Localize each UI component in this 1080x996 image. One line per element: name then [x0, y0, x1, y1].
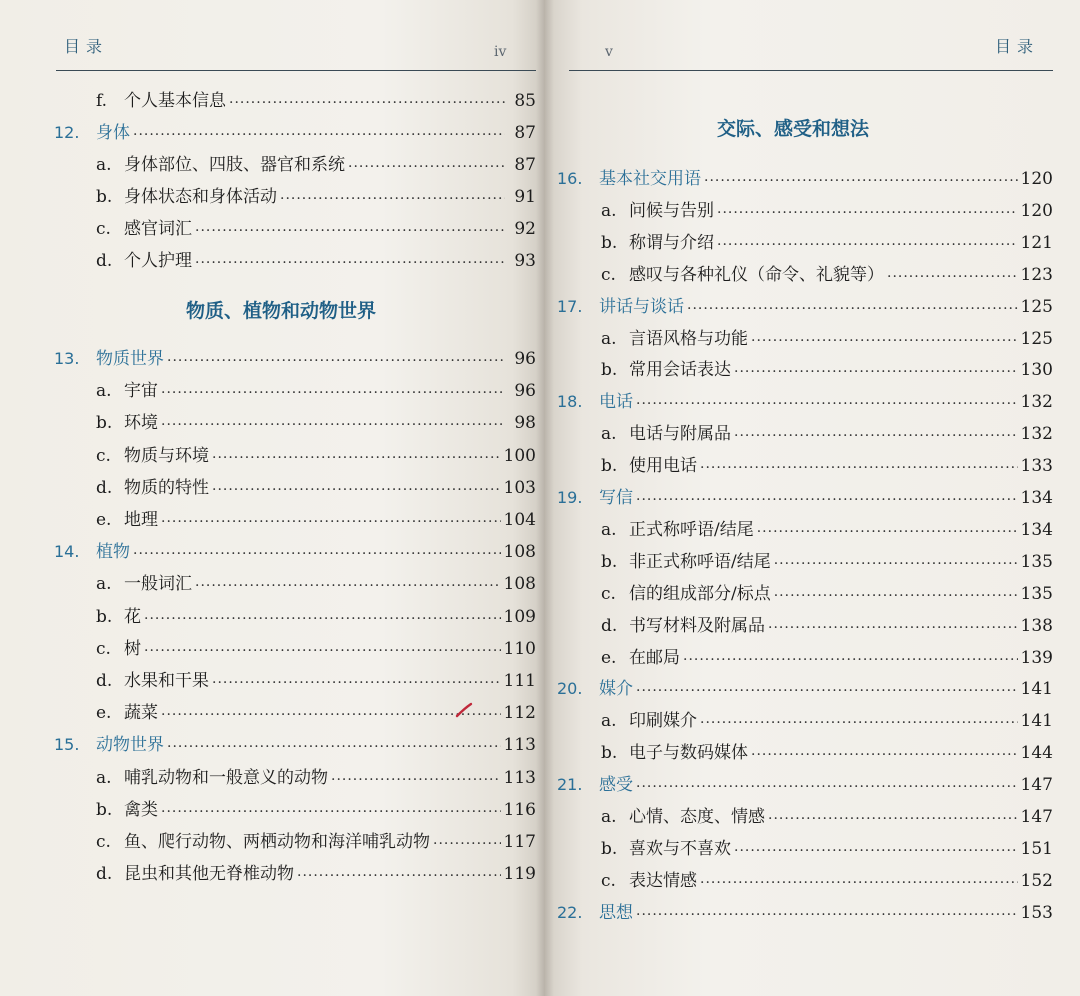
subentry-title: 身体状态和身体活动	[124, 187, 277, 207]
section-heading-communication: 交际、感受和想法	[717, 118, 870, 140]
chapter-title: 写信	[599, 488, 633, 508]
page-ref: 96	[514, 381, 536, 402]
subentry-title: 表达情感	[629, 870, 697, 891]
toc-subentry-row	[96, 410, 536, 436]
toc-chapter-row	[557, 676, 1053, 702]
toc-subentry-row	[601, 868, 1053, 894]
dot-leader	[700, 870, 1018, 896]
page-ref: 92	[514, 219, 536, 239]
header-rule-right	[569, 70, 1053, 71]
dot-leader	[774, 583, 1018, 609]
toc-subentry-row	[96, 765, 536, 791]
subentry-title: 地理	[124, 510, 158, 530]
dot-leader	[687, 296, 1018, 322]
subentry-letter: d.	[601, 615, 618, 636]
dot-leader	[636, 774, 1018, 800]
dot-leader	[161, 380, 505, 406]
page-ref: 125	[1020, 328, 1053, 349]
dot-leader	[195, 218, 505, 244]
page-ref: 104	[503, 510, 536, 530]
dot-leader	[887, 264, 1018, 290]
subentry-title: 蔬菜	[124, 703, 158, 724]
subentry-letter: a.	[96, 574, 112, 595]
page-ref: 133	[1020, 456, 1053, 477]
page-ref: 144	[1020, 743, 1053, 764]
subentry-letter: b.	[601, 360, 618, 381]
toc-chapter-row	[54, 120, 536, 146]
subentry-letter: b.	[601, 551, 618, 572]
chapter-title: 基本社交用语	[599, 169, 701, 189]
toc-subentry-row	[96, 152, 536, 178]
dot-leader	[683, 647, 1018, 673]
subentry-title: 喜欢与不喜欢	[629, 838, 731, 859]
page-ref: 110	[503, 638, 536, 659]
page-ref: 134	[1020, 488, 1053, 508]
chapter-number: 15.	[54, 735, 80, 755]
chapter-number: 20.	[557, 679, 583, 699]
page-ref: 151	[1020, 838, 1053, 859]
toc-subentry-row	[601, 549, 1053, 575]
subentry-letter: b.	[96, 606, 113, 627]
subentry-letter: a.	[601, 328, 617, 349]
subentry-letter: a.	[601, 424, 617, 445]
dot-leader	[161, 412, 505, 438]
toc-subentry-row	[601, 421, 1053, 447]
subentry-title: 哺乳动物和一般意义的动物	[124, 767, 328, 788]
right-page	[545, 0, 1080, 996]
toc-subentry-row	[96, 443, 536, 469]
subentry-title: 电话与附属品	[629, 424, 731, 445]
subentry-letter: a.	[96, 767, 112, 788]
chapter-number: 18.	[557, 392, 583, 412]
subentry-letter: c.	[96, 638, 111, 659]
toc-subentry-row	[601, 517, 1053, 543]
chapter-number: 12.	[54, 123, 80, 142]
chapter-number: 21.	[557, 775, 583, 795]
subentry-title: 信的组成部分/标点	[629, 583, 771, 604]
dot-leader	[144, 638, 501, 664]
subentry-letter: c.	[601, 870, 616, 891]
page-ref: 96	[514, 349, 536, 369]
subentry-title: 在邮局	[629, 647, 680, 668]
subentry-letter: b.	[601, 743, 618, 764]
page-ref: 111	[503, 671, 536, 691]
page-ref: 134	[1020, 519, 1053, 540]
toc-subentry-row	[601, 230, 1053, 256]
toc-subentry-row	[96, 475, 536, 501]
subentry-title: 非正式称呼语/结尾	[629, 551, 771, 572]
subentry-letter: e.	[96, 703, 112, 724]
toc-subentry-row	[96, 797, 536, 823]
page-ref: 112	[503, 703, 536, 724]
dot-leader	[700, 710, 1018, 736]
toc-subentry-row	[96, 604, 536, 630]
toc-subentry-row	[601, 357, 1053, 383]
subentry-letter: d.	[96, 864, 113, 885]
chapter-title: 物质世界	[96, 349, 164, 369]
subentry-letter: a.	[96, 155, 112, 175]
chapter-title: 思想	[599, 902, 633, 923]
page-ref: 108	[503, 542, 536, 563]
subentry-title: 印刷媒介	[629, 711, 697, 732]
toc-subentry-row	[96, 88, 536, 114]
subentry-title: 物质的特性	[124, 477, 209, 498]
dot-leader	[133, 541, 501, 567]
chapter-title: 媒介	[599, 679, 633, 700]
running-header-right: 目录	[995, 37, 1040, 56]
subentry-letter: c.	[96, 219, 111, 239]
toc-chapter-row	[557, 294, 1053, 320]
dot-leader	[636, 391, 1018, 417]
toc-chapter-row	[557, 389, 1053, 415]
subentry-letter: c.	[601, 583, 616, 604]
page-ref: 152	[1020, 870, 1053, 891]
page-ref: 135	[1020, 551, 1053, 572]
dot-leader	[167, 348, 505, 374]
subentry-letter: a.	[601, 807, 617, 827]
dot-leader	[161, 702, 501, 728]
toc-subentry-row	[601, 804, 1053, 830]
dot-leader	[704, 168, 1018, 194]
subentry-letter: c.	[96, 832, 111, 852]
toc-subentry-row	[601, 836, 1053, 862]
subentry-title: 一般词汇	[124, 574, 192, 595]
toc-subentry-row	[96, 861, 536, 887]
subentry-title: 感官词汇	[124, 219, 192, 239]
page-ref: 132	[1020, 392, 1053, 413]
toc-chapter-row	[54, 346, 536, 372]
subentry-title: 花	[124, 606, 141, 627]
page-ref: 113	[503, 767, 536, 788]
toc-chapter-row	[54, 732, 536, 758]
dot-leader	[734, 423, 1018, 449]
dot-leader	[700, 455, 1018, 481]
page-ref: 87	[514, 123, 536, 143]
subentry-letter: b.	[96, 413, 113, 434]
book-gutter	[536, 0, 554, 996]
page-ref: 100	[503, 445, 536, 466]
toc-subentry-row	[601, 198, 1053, 224]
toc-subentry-row	[601, 326, 1053, 352]
chapter-number: 19.	[557, 488, 583, 507]
subentry-letter: b.	[96, 799, 113, 820]
toc-subentry-row	[601, 581, 1053, 607]
chapter-number: 13.	[54, 349, 80, 368]
chapter-title: 动物世界	[96, 735, 164, 756]
page-ref: 153	[1020, 902, 1053, 923]
dot-leader	[734, 838, 1018, 864]
page-ref: 117	[503, 832, 536, 852]
chapter-number: 17.	[557, 296, 583, 316]
toc-chapter-row	[557, 900, 1053, 926]
page-ref: 125	[1020, 296, 1053, 317]
page-ref: 119	[503, 864, 536, 885]
page-ref: 120	[1020, 169, 1053, 189]
page-ref: 123	[1020, 264, 1053, 285]
dot-leader	[212, 477, 501, 503]
subentry-letter: a.	[601, 711, 617, 732]
toc-subentry-row	[601, 262, 1053, 288]
toc-subentry-row	[96, 507, 536, 533]
dot-leader	[161, 799, 501, 825]
subentry-title: 禽类	[124, 799, 158, 820]
subentry-title: 个人基本信息	[124, 91, 226, 111]
subentry-letter: d.	[96, 251, 113, 271]
dot-leader	[229, 90, 505, 116]
subentry-title: 电子与数码媒体	[629, 743, 748, 764]
dot-leader	[212, 670, 501, 696]
subentry-title: 正式称呼语/结尾	[629, 519, 754, 540]
toc-chapter-row	[557, 485, 1053, 511]
dot-leader	[195, 573, 501, 599]
toc-chapter-row	[54, 539, 536, 565]
page-ref: 113	[503, 735, 536, 756]
page-ref: 139	[1020, 647, 1053, 668]
subentry-title: 称谓与介绍	[629, 232, 714, 253]
dot-leader	[757, 519, 1018, 545]
subentry-title: 个人护理	[124, 251, 192, 271]
toc-subentry-row	[96, 571, 536, 597]
dot-leader	[636, 487, 1018, 513]
toc-subentry-row	[601, 613, 1053, 639]
chapter-title: 植物	[96, 542, 130, 563]
chapter-number: 14.	[54, 542, 80, 562]
subentry-title: 使用电话	[629, 456, 697, 477]
page-ref: 120	[1020, 200, 1053, 221]
chapter-number: 22.	[557, 902, 583, 922]
subentry-title: 身体部位、四肢、器官和系统	[124, 155, 345, 175]
toc-subentry-row	[96, 668, 536, 694]
subentry-title: 物质与环境	[124, 445, 209, 466]
subentry-letter: c.	[601, 264, 616, 285]
dot-leader	[768, 615, 1018, 641]
toc-subentry-row	[96, 636, 536, 662]
subentry-letter: d.	[96, 477, 113, 498]
dot-leader	[133, 122, 505, 148]
page-ref: 93	[514, 251, 536, 271]
subentry-title: 心情、态度、情感	[629, 807, 765, 827]
dot-leader	[636, 902, 1018, 928]
subentry-title: 感叹与各种礼仪（命令、礼貌等）	[629, 264, 884, 285]
toc-chapter-row	[557, 166, 1053, 192]
dot-leader	[734, 359, 1018, 385]
toc-subentry-row	[601, 645, 1053, 671]
page-ref: 108	[503, 574, 536, 595]
chapter-title: 讲话与谈话	[599, 296, 684, 317]
dot-leader	[212, 445, 501, 471]
page-ref: 121	[1020, 232, 1053, 253]
page-ref: 141	[1020, 711, 1053, 732]
page-ref: 135	[1020, 583, 1053, 604]
dot-leader	[751, 742, 1018, 768]
toc-subentry-row	[601, 453, 1053, 479]
dot-leader	[161, 509, 501, 535]
dot-leader	[331, 767, 501, 793]
subentry-title: 问候与告别	[629, 200, 714, 221]
subentry-title: 树	[124, 638, 141, 659]
subentry-title: 宇宙	[124, 381, 158, 402]
toc-subentry-row	[601, 740, 1053, 766]
dot-leader	[144, 606, 501, 632]
subentry-title: 鱼、爬行动物、两栖动物和海洋哺乳动物	[124, 832, 430, 852]
dot-leader	[167, 734, 501, 760]
page-ref: 147	[1020, 807, 1053, 827]
dot-leader	[717, 200, 1018, 226]
pen-mark	[455, 702, 473, 718]
page-ref: 130	[1020, 360, 1053, 381]
toc-subentry-row	[96, 216, 536, 242]
subentry-letter: b.	[601, 456, 618, 477]
subentry-letter: b.	[96, 187, 113, 207]
dot-leader	[768, 806, 1018, 832]
page-ref: 91	[514, 187, 536, 207]
toc-subentry-row	[96, 184, 536, 210]
subentry-title: 常用会话表达	[629, 360, 731, 381]
dot-leader	[774, 551, 1018, 577]
toc-subentry-row	[601, 708, 1053, 734]
subentry-letter: d.	[96, 671, 113, 691]
toc-subentry-row	[96, 829, 536, 855]
page-ref: 109	[503, 606, 536, 627]
header-rule-left	[56, 70, 536, 71]
chapter-title: 身体	[96, 123, 130, 143]
subentry-letter: c.	[96, 445, 111, 466]
subentry-letter: e.	[601, 647, 617, 668]
dot-leader	[717, 232, 1018, 258]
subentry-title: 书写材料及附属品	[629, 615, 765, 636]
dot-leader	[751, 328, 1018, 354]
dot-leader	[195, 250, 505, 276]
toc-subentry-row	[96, 378, 536, 404]
subentry-letter: a.	[601, 519, 617, 540]
page-ref: 138	[1020, 615, 1053, 636]
page-number-right: v	[605, 44, 613, 60]
toc-chapter-row	[557, 772, 1053, 798]
dot-leader	[636, 678, 1018, 704]
dot-leader	[433, 831, 501, 857]
page-ref: 116	[503, 799, 536, 820]
dot-leader	[280, 186, 505, 212]
page-ref: 103	[503, 477, 536, 498]
subentry-title: 水果和干果	[124, 671, 209, 691]
running-header-left: 目录	[64, 37, 109, 56]
page-ref: 141	[1020, 679, 1053, 700]
chapter-title: 电话	[599, 392, 633, 413]
page-ref: 85	[514, 91, 536, 111]
dot-leader	[348, 154, 505, 180]
subentry-title: 昆虫和其他无脊椎动物	[124, 864, 294, 885]
subentry-title: 言语风格与功能	[629, 328, 748, 349]
page-ref: 87	[514, 155, 536, 175]
subentry-title: 环境	[124, 413, 158, 434]
chapter-number: 16.	[557, 169, 583, 188]
subentry-letter: e.	[96, 510, 112, 530]
subentry-letter: a.	[601, 200, 617, 221]
dot-leader	[297, 863, 501, 889]
subentry-letter: f.	[96, 91, 108, 111]
subentry-letter: b.	[601, 232, 618, 253]
section-heading-matter-plants-animals: 物质、植物和动物世界	[186, 300, 377, 322]
subentry-letter: a.	[96, 381, 112, 402]
page-ref: 98	[514, 413, 536, 434]
page-ref: 147	[1020, 775, 1053, 796]
page-number-left: iv	[494, 44, 507, 60]
page-ref: 132	[1020, 424, 1053, 445]
subentry-letter: b.	[601, 838, 618, 859]
toc-subentry-row	[96, 248, 536, 274]
chapter-title: 感受	[599, 775, 633, 796]
